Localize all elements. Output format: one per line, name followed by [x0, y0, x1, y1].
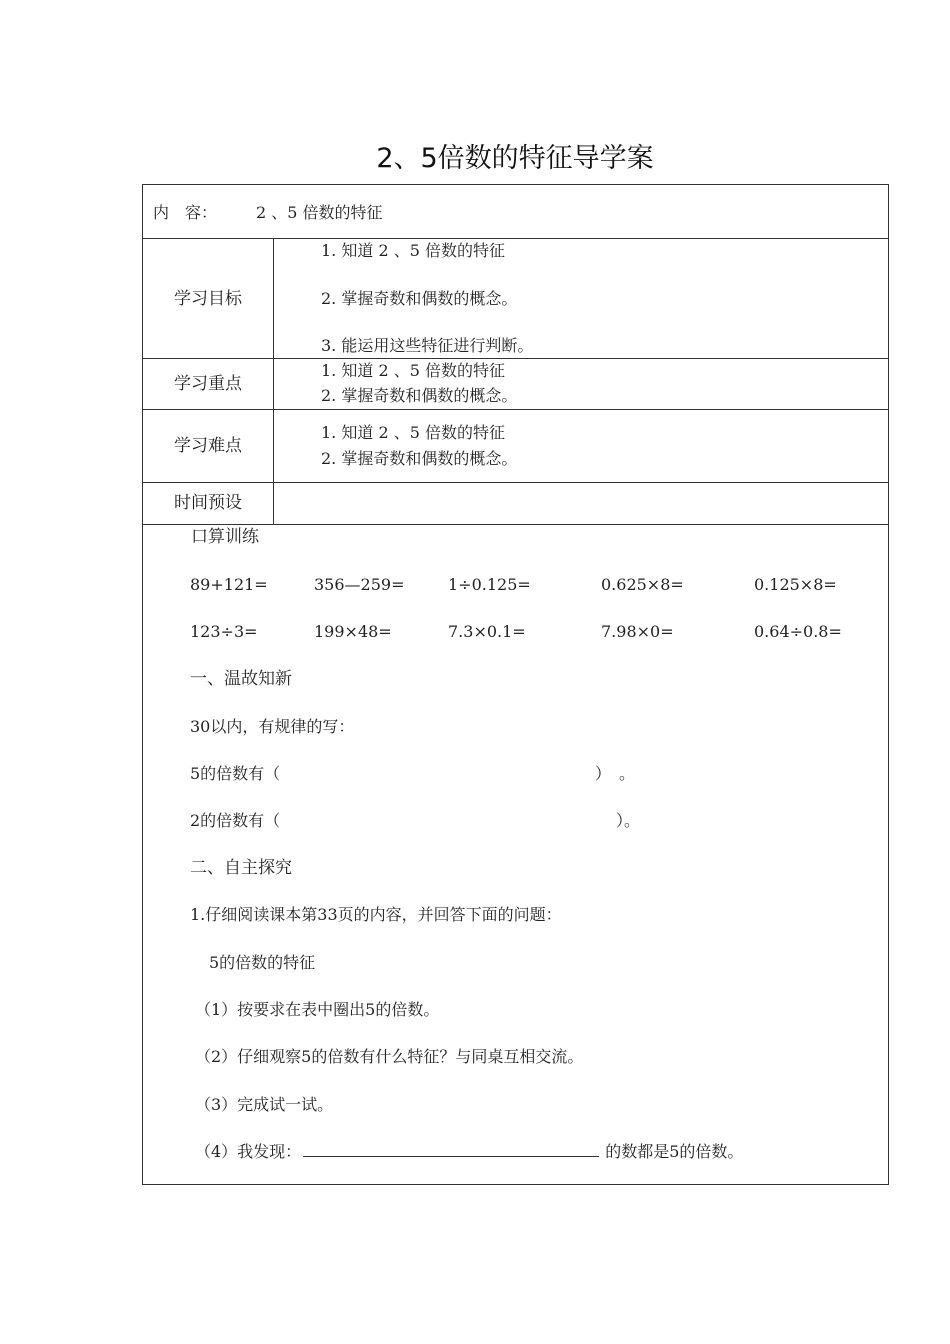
- calc-item: 7.98×0=: [601, 622, 674, 641]
- key-point-item: 2. 掌握奇数和偶数的概念。: [321, 386, 518, 405]
- goal-item: 1. 知道 2 、5 倍数的特征: [321, 241, 505, 260]
- content-value: 2 、5 倍数的特征: [256, 203, 383, 222]
- column-divider: [273, 238, 274, 524]
- difficulties-label: 学习难点: [174, 436, 242, 456]
- calc-item: 7.3×0.1=: [448, 622, 526, 641]
- calc-item: 356—259=: [314, 575, 405, 594]
- key-points-label: 学习重点: [174, 374, 242, 394]
- calc-item: 199×48=: [314, 622, 392, 641]
- explore-step-3: （3）完成试一试。: [195, 1095, 334, 1114]
- goals-label: 学习目标: [174, 289, 242, 309]
- explore-step-1: （1）按要求在表中圈出5的倍数。: [195, 1000, 440, 1019]
- review-heading: 一、温故知新: [190, 669, 292, 689]
- content-label: 内 容：: [153, 203, 218, 222]
- calc-item: 123÷3=: [190, 622, 258, 641]
- explore-question-1: 1.仔细阅读课本第33页的内容，并回答下面的问题：: [190, 905, 562, 924]
- calc-item: 89+121=: [190, 575, 268, 594]
- difficulty-item: 2. 掌握奇数和偶数的概念。: [321, 449, 518, 468]
- time-label: 时间预设: [174, 493, 242, 513]
- row-divider: [143, 238, 888, 239]
- row-divider: [143, 409, 888, 410]
- goal-item: 3. 能运用这些特征进行判断。: [321, 336, 534, 355]
- multiples-of-2-start: 2的倍数有（: [190, 811, 281, 830]
- row-divider: [143, 524, 888, 525]
- row-divider: [143, 482, 888, 483]
- explore-subheading: 5的倍数的特征: [209, 953, 316, 972]
- calc-item: 1÷0.125=: [448, 575, 531, 594]
- goal-item: 2. 掌握奇数和偶数的概念。: [321, 289, 518, 308]
- key-point-item: 1. 知道 2 、5 倍数的特征: [321, 361, 505, 380]
- oral-heading: 口算训练: [191, 527, 259, 547]
- page-title: 2、5倍数的特征导学案: [376, 143, 654, 174]
- difficulty-item: 1. 知道 2 、5 倍数的特征: [321, 423, 505, 442]
- lesson-table: [142, 184, 889, 1185]
- calc-item: 0.625×8=: [601, 575, 684, 594]
- explore-step-2: （2）仔细观察5的倍数有什么特征？与同桌互相交流。: [195, 1047, 584, 1066]
- explore-step-4-prefix: （4）我发现：: [195, 1142, 302, 1161]
- multiples-of-5-start: 5的倍数有（: [190, 764, 281, 783]
- multiples-of-5-end: ） 。: [595, 764, 636, 783]
- review-intro: 30以内，有规律的写：: [190, 717, 355, 736]
- multiples-of-2-end: ）。: [616, 811, 641, 830]
- calc-item: 0.125×8=: [754, 575, 837, 594]
- explore-step-4: [195, 1142, 743, 1162]
- explore-step-4-suffix: 的数都是5的倍数。: [605, 1142, 744, 1161]
- calc-item: 0.64÷0.8=: [754, 622, 842, 641]
- row-divider: [143, 358, 888, 359]
- explore-heading: 二、自主探究: [190, 858, 292, 878]
- answer-blank[interactable]: [303, 1142, 599, 1157]
